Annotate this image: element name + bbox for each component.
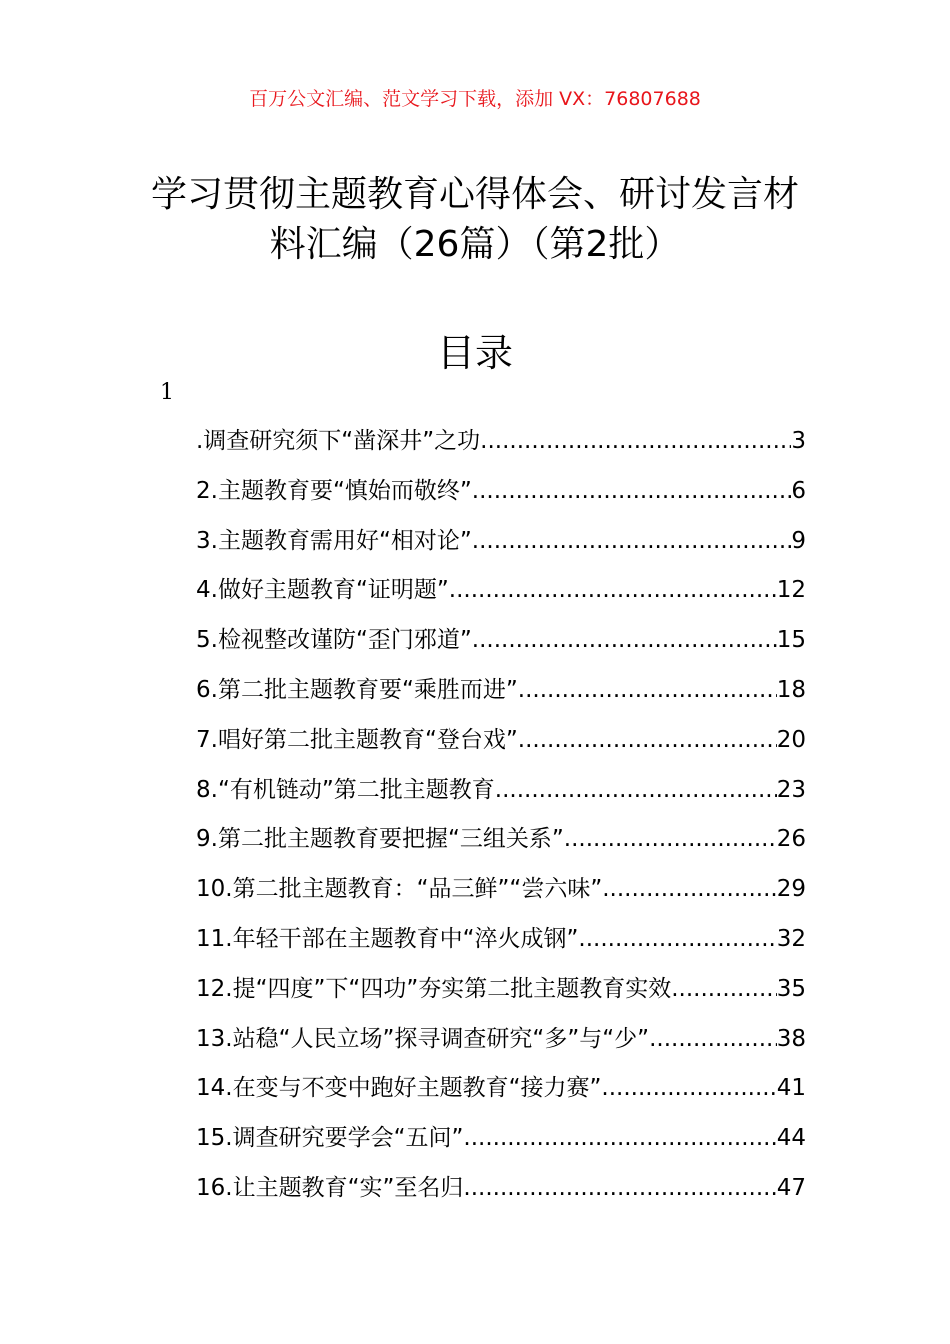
toc-leader-dots: [518, 727, 777, 753]
toc-entry[interactable]: [196, 970, 806, 1020]
toc-entry[interactable]: [196, 721, 806, 771]
toc-entry[interactable]: [196, 771, 806, 821]
toc-leader-dots: [472, 528, 792, 554]
toc-leader-dots: [472, 627, 777, 653]
toc-entry-page: 29: [776, 876, 806, 903]
toc-entry-page: 12: [776, 577, 806, 604]
toc-entry[interactable]: [196, 920, 806, 970]
toc-entry-title: 7.唱好第二批主题教育“登台戏”: [196, 726, 518, 753]
toc-entry-page: 23: [776, 776, 806, 803]
toc-leader-dots: [601, 1075, 776, 1101]
toc-entry[interactable]: [196, 422, 806, 472]
toc-leader-dots: [463, 1125, 776, 1151]
watermark-banner: 百万公文汇编、范文学习下载，添加 VX：76807688: [249, 88, 701, 110]
toc-entry-page: 44: [776, 1125, 806, 1152]
toc-leader-dots: [649, 1026, 777, 1052]
toc-entry[interactable]: [196, 820, 806, 870]
toc-heading: 目录: [436, 331, 513, 375]
toc-entry-page: 15: [776, 627, 806, 654]
toc-entry[interactable]: [196, 671, 806, 721]
stray-number: 1: [160, 380, 174, 405]
table-of-contents: [196, 422, 806, 1219]
toc-leader-dots: [449, 577, 777, 603]
toc-entry[interactable]: [196, 1119, 806, 1169]
title-line-1: 学习贯彻主题教育心得体会、研讨发言材: [150, 174, 799, 215]
document-title: [140, 170, 810, 270]
toc-entry-page: 20: [776, 726, 806, 753]
toc-entry[interactable]: [196, 870, 806, 920]
toc-entry[interactable]: [196, 1169, 806, 1219]
toc-leader-dots: [495, 777, 777, 803]
toc-entry-title: 16.让主题教育“实”至名归: [196, 1174, 464, 1201]
toc-entry-title: 5.检视整改谨防“歪门邪道”: [196, 627, 472, 654]
toc-entry-page: 32: [776, 925, 806, 952]
toc-entry-page: 18: [776, 676, 806, 703]
toc-entry[interactable]: [196, 621, 806, 671]
toc-leader-dots: [602, 876, 776, 902]
toc-entry-title: 6.第二批主题教育要“乘胜而进”: [196, 676, 518, 703]
toc-entry-title: 2.主题教育要“慎始而敬终”: [196, 477, 472, 504]
toc-entry[interactable]: [196, 571, 806, 621]
title-line-2: 料汇编（26篇）（第2批）: [269, 224, 681, 265]
toc-entry-page: 38: [776, 1025, 806, 1052]
toc-entry-title: .调查研究须下“凿深井”之功: [196, 428, 481, 454]
toc-entry[interactable]: [196, 472, 806, 522]
toc-entry-page: 9: [791, 527, 806, 554]
toc-entry-page: 41: [776, 1075, 806, 1102]
toc-leader-dots: [564, 826, 777, 852]
toc-entry[interactable]: [196, 1020, 806, 1070]
toc-entry-title: 11.年轻干部在主题教育中“淬火成钢”: [196, 925, 579, 952]
toc-entry-title: 4.做好主题教育“证明题”: [196, 577, 449, 604]
toc-entry-title: 12.提“四度”下“四功”夯实第二批主题教育实效: [196, 975, 672, 1002]
toc-entry-title: 14.在变与不变中跑好主题教育“接力赛”: [196, 1075, 602, 1102]
toc-entry-title: 3.主题教育需用好“相对论”: [196, 527, 472, 554]
toc-leader-dots: [463, 1175, 776, 1201]
toc-entry[interactable]: [196, 522, 806, 572]
toc-entry-page: 35: [776, 975, 806, 1002]
toc-entry-title: 10.第二批主题教育：“品三鲜”“尝六味”: [196, 876, 603, 903]
toc-entry-title: 9.第二批主题教育要把握“三组关系”: [196, 826, 564, 853]
toc-leader-dots: [671, 976, 776, 1002]
toc-entry-page: 47: [776, 1174, 806, 1201]
toc-entry-page: 26: [776, 826, 806, 853]
toc-entry-title: 13.站稳“人民立场”探寻调查研究“多”与“少”: [196, 1025, 650, 1052]
toc-leader-dots: [472, 478, 792, 504]
toc-entry-page: 3: [791, 428, 806, 454]
toc-entry-page: 6: [791, 477, 806, 504]
toc-entry-title: 8.“有机链动”第二批主题教育: [196, 776, 495, 803]
toc-leader-dots: [578, 926, 776, 952]
toc-entry[interactable]: [196, 1069, 806, 1119]
toc-entry-title: 15.调查研究要学会“五问”: [196, 1125, 464, 1152]
toc-leader-dots: [518, 677, 777, 703]
toc-leader-dots: [480, 428, 791, 454]
